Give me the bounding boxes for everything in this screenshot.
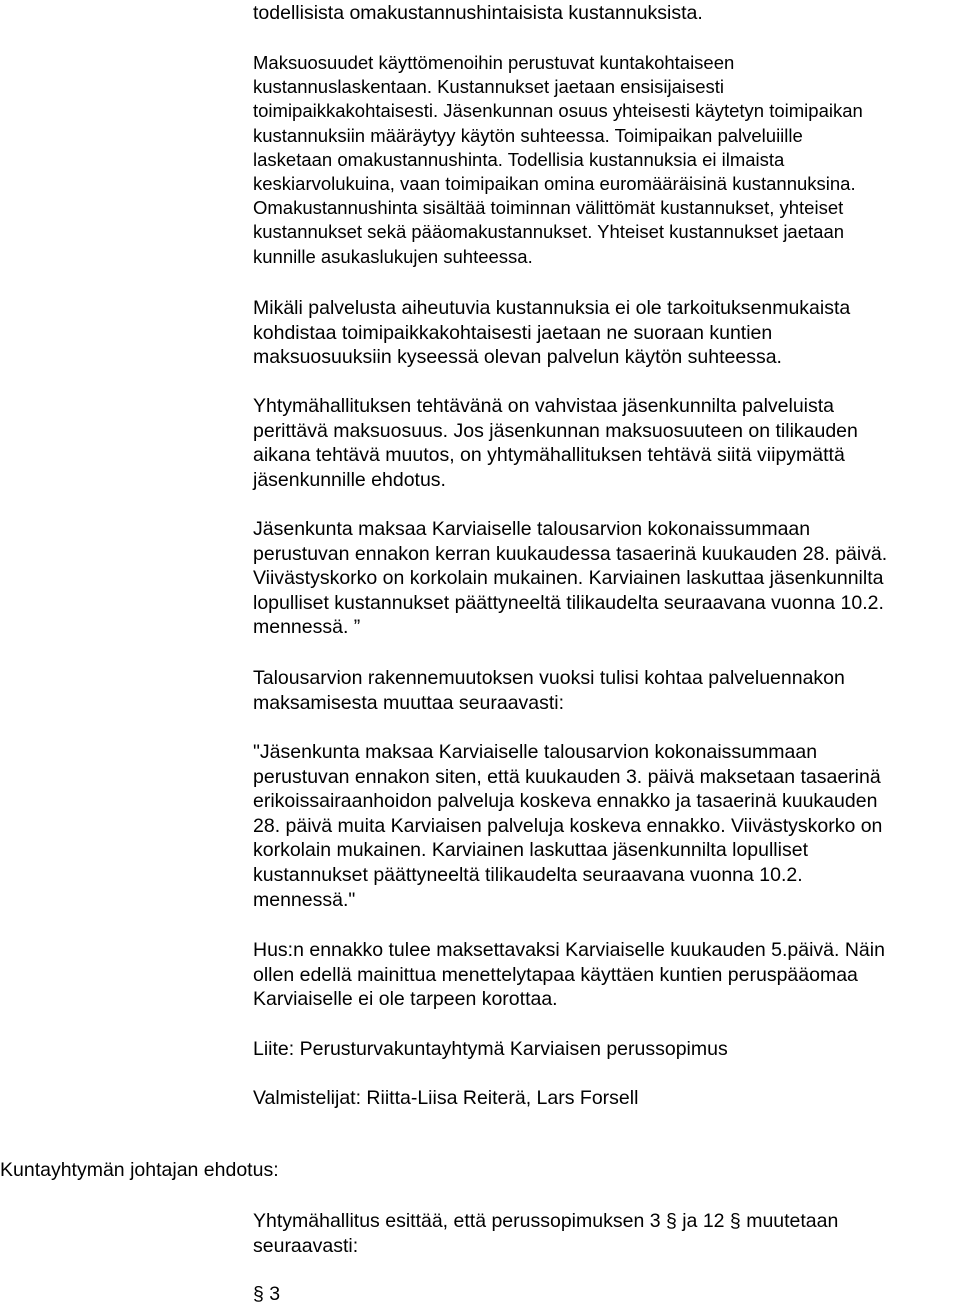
paragraph-cost-calculation bbox=[253, 51, 953, 269]
attachment-block bbox=[253, 1037, 953, 1062]
top-fragment-block bbox=[253, 1, 953, 26]
paragraph-direct-allocation bbox=[253, 296, 953, 370]
attachment-text: Liite: Perusturvakuntayhtymä Karviaisen perussopimus bbox=[253, 1038, 728, 1060]
text-line: 28. päivä muita Karviaisen palveluja koskeva ennakko. Viivästyskorko on bbox=[253, 814, 883, 837]
text-line: Yhtymähallitus esittää, että perussopimuksen 3 § ja 12 § muutetaan bbox=[253, 1210, 839, 1232]
text-line: Omakustannushinta sisältää toiminnan välittömät kustannukset, yhteiset bbox=[253, 197, 844, 219]
text-line: seuraavasti: bbox=[253, 1234, 359, 1257]
paragraph-hus-advance bbox=[253, 938, 953, 1012]
preparers-block bbox=[253, 1086, 953, 1111]
text-line: Viivästyskorko on korkolain mukainen. Karviainen laskuttaa jäsenkunnilta bbox=[253, 567, 884, 590]
paragraph-change-intro bbox=[253, 666, 953, 715]
proposal-label: Kuntayhtymän johtajan ehdotus: bbox=[0, 1159, 279, 1181]
text-line: kustannukset sekä pääomakustannukset. Yhteiset kustannukset jaetaan bbox=[253, 221, 845, 243]
text-line: mennessä. ” bbox=[253, 616, 361, 639]
text-line: jäsenkunnille ehdotus. bbox=[253, 468, 446, 491]
section-number: § 3 bbox=[253, 1283, 281, 1305]
preparers-text: Valmistelijat: Riitta-Liisa Reiterä, Lars Forsell bbox=[253, 1087, 639, 1109]
text-line: "Jäsenkunta maksaa Karviaiselle talousarvion kokonaissummaan bbox=[253, 741, 818, 763]
top-fragment-text: todellisista omakustannushintaisista kustannuksista. bbox=[253, 2, 703, 24]
paragraph-current-payment bbox=[253, 517, 953, 640]
text-line: kustannuksiin määräytyy käytön suhteessa. Toimipaikan palveluiille bbox=[253, 124, 803, 146]
text-line: ollen edellä mainittua menettelytapaa käyttäen kuntien peruspääomaa bbox=[253, 963, 858, 986]
text-line: kustannukset päättyneeltä tilikaudelta seuraavana vuonna 10.2. bbox=[253, 863, 803, 886]
text-line: maksuosuuksiin kyseessä olevan palvelun käytön suhteessa. bbox=[253, 346, 782, 369]
text-line: perustuvan ennakon siten, että kuukauden 3. päivä maksetaan tasaerinä bbox=[253, 765, 881, 788]
text-line: kohdistaa toimipaikkakohtaisesti jaetaan ne suoraan kuntien bbox=[253, 321, 773, 344]
text-line: Maksuosuudet käyttömenoihin perustuvat kuntakohtaiseen bbox=[253, 52, 735, 73]
text-line: toimipaikkakohtaisesti. Jäsenkunnan osuus yhteisesti käytetyn toimipaikan bbox=[253, 100, 863, 122]
text-line: lasketaan omakustannushinta. Todellisia kustannuksia ei ilmaista bbox=[253, 148, 785, 170]
text-line: aikana tehtävä muutos, on yhtymähallituksen tehtävä siitä viipymättä bbox=[253, 444, 845, 467]
text-line: perittävä maksuosuus. Jos jäsenkunnan maksuosuuteen on tilikauden bbox=[253, 419, 858, 442]
text-line: perustuvan ennakon kerran kuukaudessa tasaerinä kuukauden 28. päivä. bbox=[253, 542, 888, 565]
paragraph-new-wording bbox=[253, 740, 953, 912]
text-line: kustannuslaskentaan. Kustannukset jaetaan ensisijaisesti bbox=[253, 76, 725, 98]
text-line: maksamisesta muuttaa seuraavasti: bbox=[253, 691, 565, 714]
text-line: Mikäli palvelusta aiheutuvia kustannuksia ei ole tarkoituksenmukaista bbox=[253, 297, 851, 319]
text-line: keskiarvolukuina, vaan toimipaikan omina euromääräisinä kustannuksina. bbox=[253, 173, 856, 195]
text-line: korkolain mukainen. Karviainen laskuttaa jäsenkunnilta lopulliset bbox=[253, 839, 808, 862]
text-line: Talousarvion rakennemuutoksen vuoksi tulisi kohtaa palveluennakon bbox=[253, 667, 845, 689]
text-line: lopulliset kustannukset päättyneeltä tilikaudelta seuraavana vuonna 10.2. bbox=[253, 591, 884, 614]
text-line: Karviaiselle ei ole tarpeen korottaa. bbox=[253, 988, 558, 1011]
text-line: Yhtymähallituksen tehtävänä on vahvistaa jäsenkunnilta palveluista bbox=[253, 395, 835, 417]
paragraph-board-duty bbox=[253, 394, 953, 492]
text-line: mennessä." bbox=[253, 888, 356, 911]
proposal-block bbox=[253, 1209, 953, 1258]
text-line: Hus:n ennakko tulee maksettavaksi Karviaiselle kuukauden 5.päivä. Näin bbox=[253, 939, 885, 961]
text-line: kunnille asukaslukujen suhteessa. bbox=[253, 245, 533, 267]
text-line: erikoissairaanhoidon palveluja koskeva ennakko ja tasaerinä kuukauden bbox=[253, 790, 878, 813]
text-line: Jäsenkunta maksaa Karviaiselle talousarvion kokonaissummaan bbox=[253, 518, 811, 540]
